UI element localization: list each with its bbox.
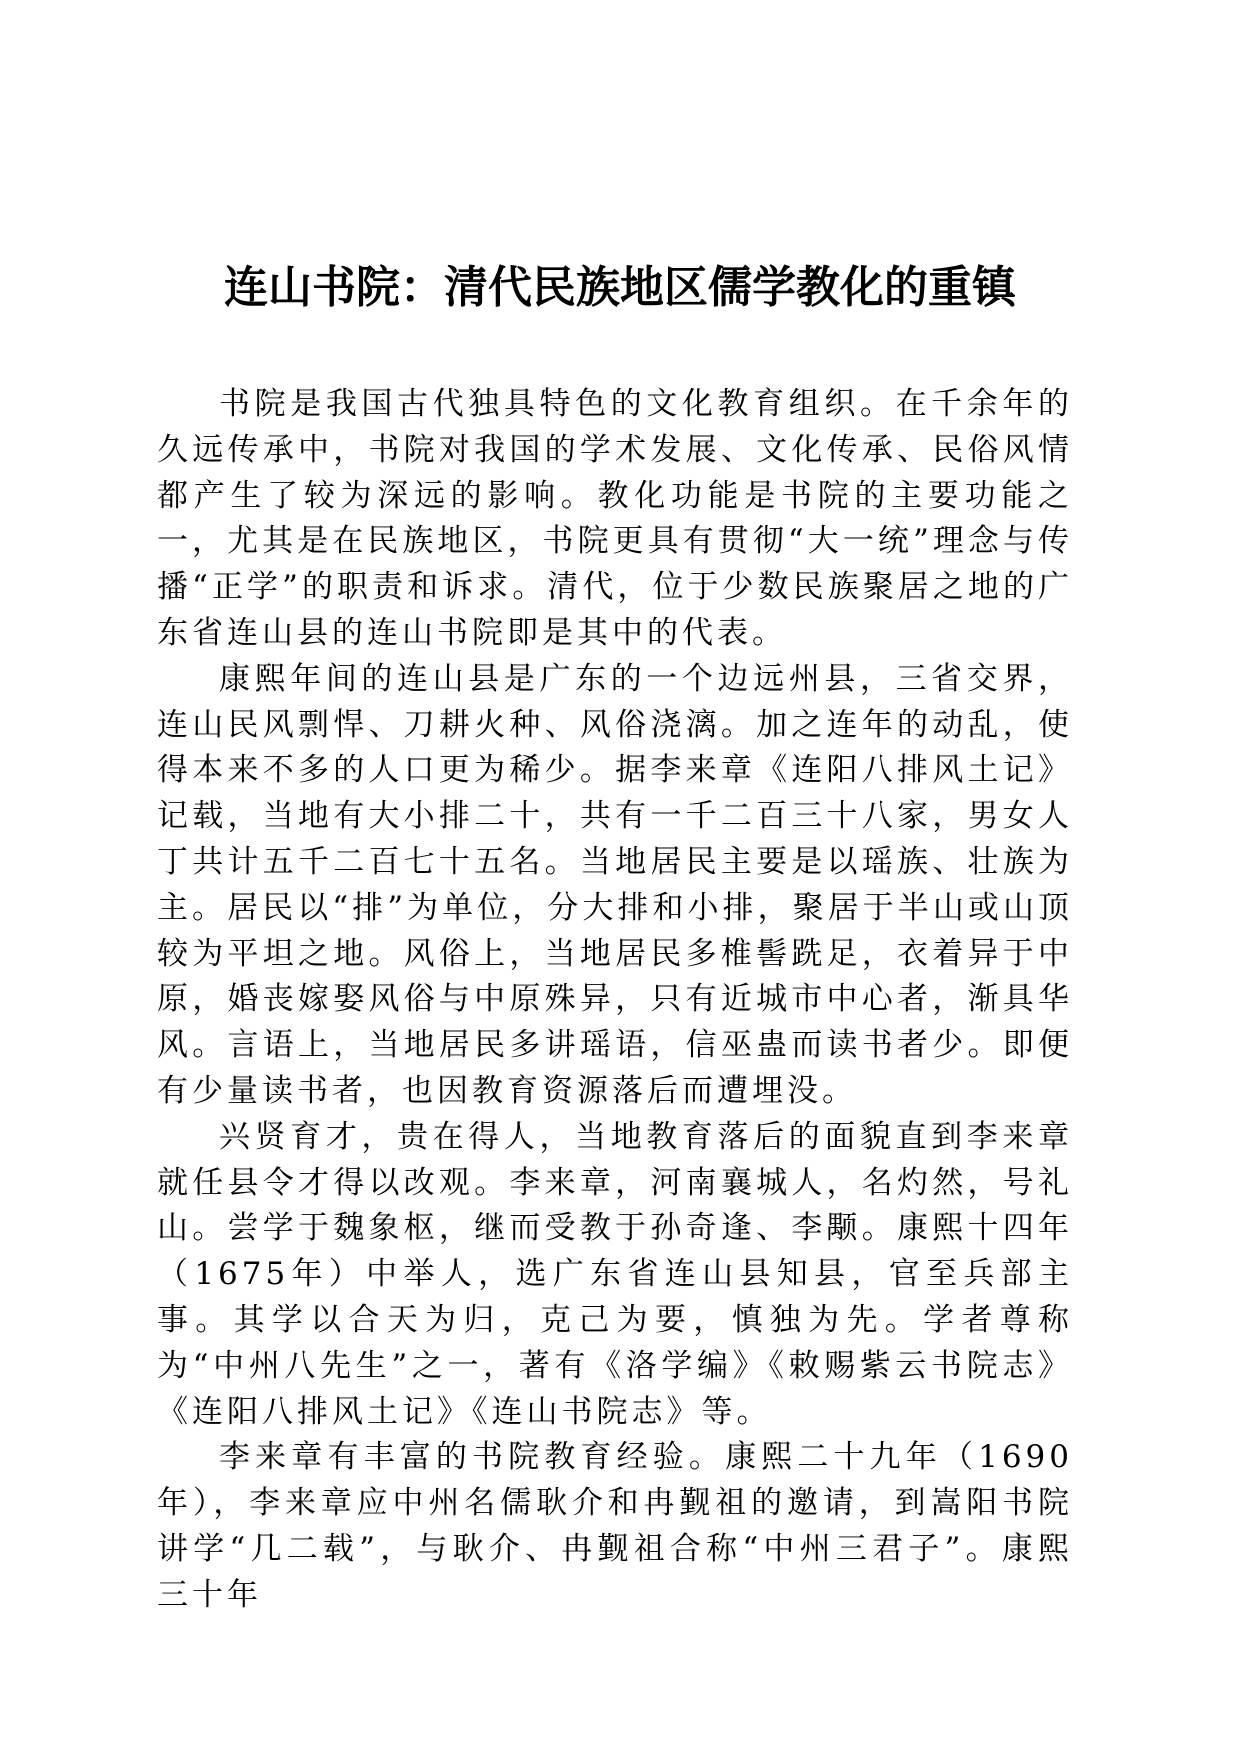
document-title: 连山书院：清代民族地区儒学教化的重镇 [224,262,1016,313]
paragraph-3: 兴贤育才，贵在得人，当地教育落后的面貌直到李来章就任县令才得以改观。李来章，河南襄城人，名灼然，号礼山。尝学于魏象枢，继而受教于孙奇逢、李颙。康熙十四年（1675年）中举人，选广东省连山县知县，官至兵部主事。其学以合天为归，克己为要，慎独为先。学者尊称为“中州八先生”之一，著有《洛学编》《敕赐紫云书院志》《连阳八排风土记》《连山书院志》等。 [157,1118,1073,1430]
paragraph-1: 书院是我国古代独具特色的文化教育组织。在千余年的久远传承中，书院对我国的学术发展、文化传承、民俗风情都产生了较为深远的影响。教化功能是书院的主要功能之一，尤其是在民族地区，书院更具有贯彻“大一统”理念与传播“正学”的职责和诉求。清代，位于少数民族聚居之地的广东省连山县的连山书院即是其中的代表。 [157,386,1073,651]
paragraph-2: 康熙年间的连山县是广东的一个边远州县，三省交界，连山民风剽悍、刀耕火种、风俗浇漓。加之连年的动乱，使得本来不多的人口更为稀少。据李来章《连阳八排风土记》记载，当地有大小排二十，共有一千二百三十八家，男女人丁共计五千二百七十五名。当地居民主要是以瑶族、壮族为主。居民以“排”为单位，分大排和小排，聚居于半山或山顶较为平坦之地。风俗上，当地居民多椎髻跣足，衣着异于中原，婚丧嫁娶风俗与中原殊异，只有近城市中心者，渐具华风。言语上，当地居民多讲瑶语，信巫蛊而读书者少。即便有少量读书者，也因教育资源落后而遭埋没。 [157,660,1073,1109]
paragraph-4: 李来章有丰富的书院教育经验。康熙二十九年（1690年），李来章应中州名儒耿介和冉觐祖的邀请，到嵩阳书院讲学“几二载”，与耿介、冉觐祖合称“中州三君子”。康熙三十年 [157,1439,1073,1613]
document-body [157,382,1073,1619]
